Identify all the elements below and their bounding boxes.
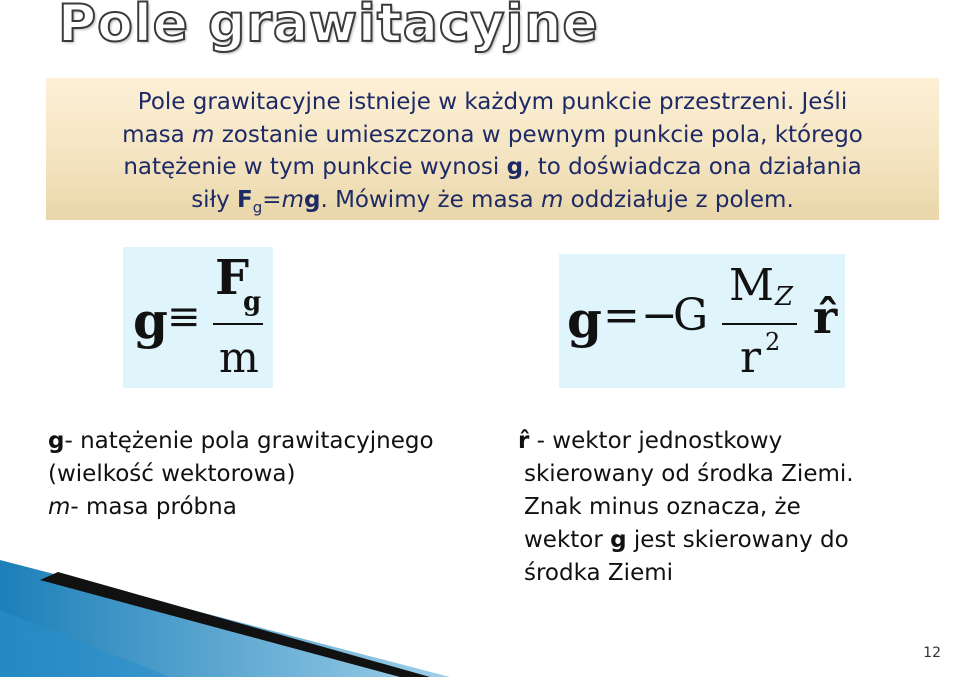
intro-text: Pole grawitacyjne istnieje w każdym punkcie przestrzeni. Jeśli: [137, 89, 848, 115]
intro-text: siły: [191, 186, 238, 213]
earth-mass-symbol: M: [729, 260, 775, 311]
intro-text: , to doświadcza ona działania: [523, 154, 862, 180]
legend-text: wektor: [524, 527, 611, 553]
intro-text: natężenie w tym punkcie wynosi: [123, 154, 507, 180]
legend-text: skierowany od środka Ziemi.: [524, 461, 854, 487]
legend-text: - masa próbna: [70, 494, 237, 520]
field-symbol: g: [48, 428, 65, 454]
legend-text: jest skierowany do: [626, 527, 849, 553]
legend-text: środka Ziemi: [524, 560, 674, 586]
gravitational-constant: G: [673, 290, 709, 341]
mass-symbol: m: [281, 186, 304, 213]
field-symbol: g: [610, 527, 627, 553]
page-number: 12: [923, 645, 941, 661]
equals-sign: =: [603, 290, 640, 341]
formula-g: g: [133, 291, 168, 350]
field-symbol: g: [506, 154, 524, 180]
mass-symbol: m: [48, 494, 71, 520]
intro-text: masa: [122, 121, 193, 148]
legend-text: - wektor jednostkowy: [529, 428, 783, 454]
unit-vector-symbol: r̂: [518, 428, 530, 454]
formula-denominator-m: m: [219, 333, 259, 382]
equals-sign: =: [262, 186, 282, 213]
legend-text: - natężenie pola grawitacyjnego: [64, 428, 434, 454]
mass-symbol: m: [540, 186, 564, 213]
intro-text: . Mówimy że masa: [320, 186, 541, 213]
force-subscript: g: [252, 198, 263, 217]
minus-sign: −: [641, 290, 678, 341]
mass-symbol: m: [192, 121, 215, 148]
intro-text: oddziałuje z polem.: [563, 186, 794, 213]
formula-numerator-subscript: g: [243, 287, 262, 317]
legend-text: Znak minus oznacza, że: [524, 494, 801, 520]
distance-symbol: r: [740, 332, 762, 383]
field-symbol: g: [303, 186, 321, 213]
formula-g: g: [567, 290, 602, 349]
identity-symbol: ≡: [167, 294, 201, 340]
force-symbol: F: [237, 186, 253, 213]
distance-exponent: 2: [765, 328, 781, 356]
unit-vector-symbol: r̂: [813, 290, 838, 344]
formula-numerator-f: F: [215, 250, 250, 306]
intro-text: zostanie umieszczona w pewnym punkcie pola, którego: [214, 121, 863, 148]
earth-mass-subscript: Z: [775, 282, 794, 312]
legend-text: (wielkość wektorowa): [48, 461, 296, 487]
slide-title: Pole grawitacyjne: [58, 0, 599, 54]
